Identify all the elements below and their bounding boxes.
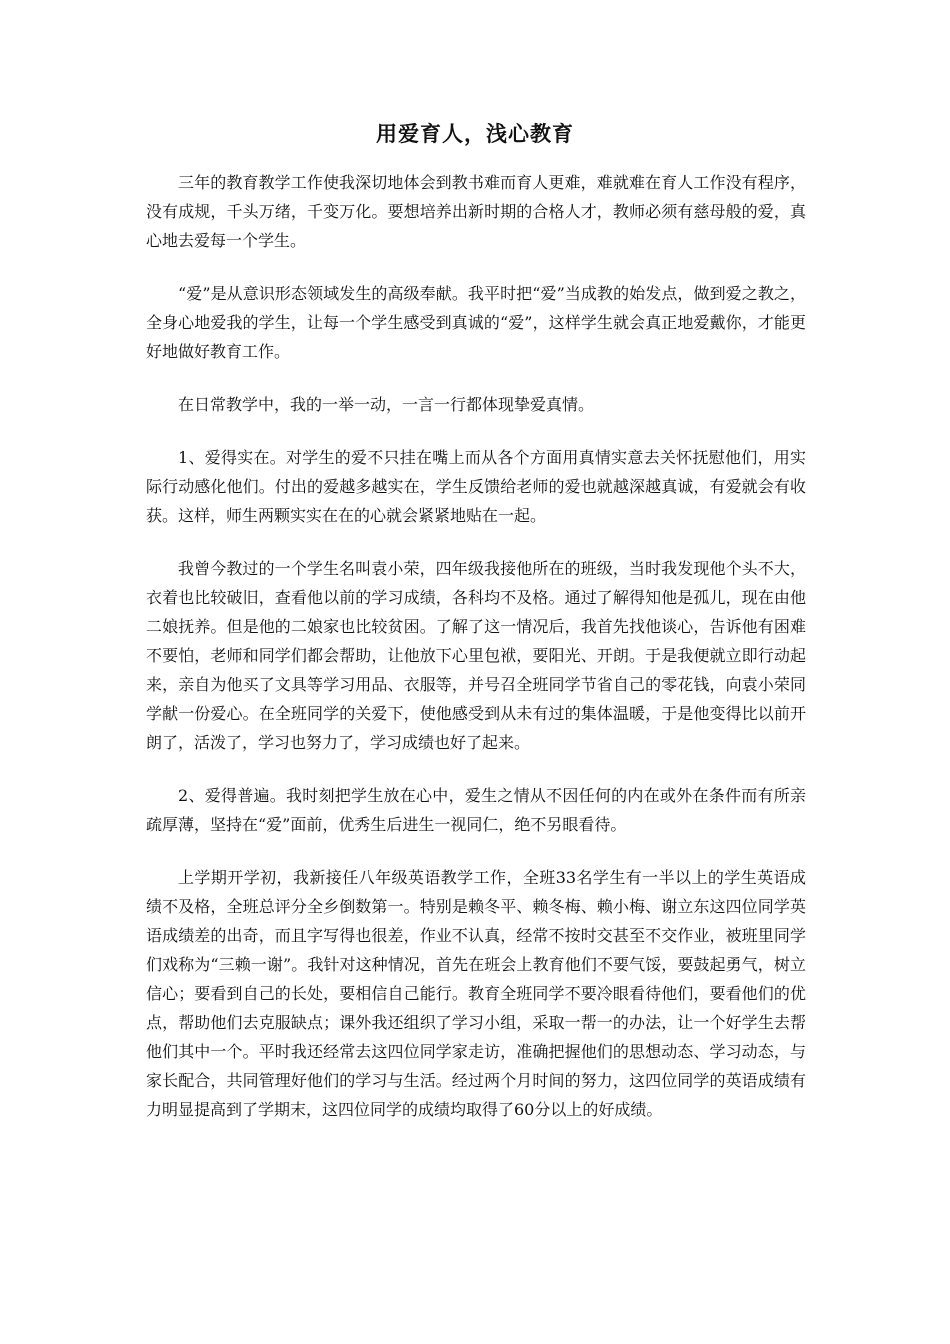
paragraph-point-2: 2、爱得普遍。我时刻把学生放在心中，爱生之情从不因任何的内在或外在条件而有所亲疏厚薄，坚持在“爱”面前，优秀生后进生一视同仁，绝不另眼看待。 xyxy=(146,786,806,834)
page-title: 用爱育人，浅心教育 xyxy=(376,122,574,146)
paragraph-example-2: 上学期开学初，我新接任八年级英语教学工作，全班33名学生有一半以上的学生英语成绩不及格，全班总评分全乡倒数第一。特别是赖冬平、赖冬梅、赖小梅、谢立东这四位同学英语成绩差的出奇，而且字写得也很差，作业不认真，经常不按时交甚至不交作业，被班里同学们戏称为“三赖一谢”。我针对这种情况，首先在班会上教育他们不要气馁，要鼓起勇气，树立信心；要看到自己的长处，要相信自己能行。教育全班同学不要冷眼看待他们，要看他们的优点，帮助他们去克服缺点；课外我还组织了学习小组，采取一帮一的办法，让一个好学生去帮他们其中一个。平时我还经常去这四位同学家走访，准确把握他们的思想动态、学习动态，与家长配合，共同管理好他们的学习与生活。经过两个月时间的努力，这四位同学的英语成绩有力明显提高到了学期末，这四位同学的成绩均取得了60分以上的好成绩。 xyxy=(146,868,806,1119)
paragraph-intro: 三年的教育教学工作使我深切地体会到教书难而育人更难，难就难在育人工作没有程序，没有成规，千头万绪，千变万化。要想培养出新时期的合格人才，教师必须有慈母般的爱，真心地去爱每一个学生。 xyxy=(146,173,806,250)
paragraph-love-definition: “爱”是从意识形态领域发生的高级奉献。我平时把“爱”当成教的始发点，做到爱之教之，全身心地爱我的学生，让每一个学生感受到真诚的“爱”，这样学生就会真正地爱戴你，才能更好地做好教育工作。 xyxy=(146,284,806,361)
document-body xyxy=(146,168,806,1148)
paragraph-example-1: 我曾今教过的一个学生名叫袁小荣，四年级我接他所在的班级，当时我发现他个头不大，衣着也比较破旧，查看他以前的学习成绩，各科均不及格。通过了解得知他是孤儿，现在由他二娘抚养。但是他的二娘家也比较贫困。了解了这一情况后，我首先找他谈心，告诉他有困难不要怕，老师和同学们都会帮助，让他放下心里包袱，要阳光、开朗。于是我便就立即行动起来，亲自为他买了文具等学习用品、衣服等，并号召全班同学节省自己的零花钱，向袁小荣同学献一份爱心。在全班同学的关爱下，使他感受到从未有过的集体温暖，于是他变得比以前开朗了，活泼了，学习也努力了，学习成绩也好了起来。 xyxy=(146,559,806,752)
paragraph-daily-teaching: 在日常教学中，我的一举一动，一言一行都体现挚爱真情。 xyxy=(178,395,595,414)
paragraph-point-1: 1、爱得实在。对学生的爱不只挂在嘴上而从各个方面用真情实意去关怀抚慰他们，用实际行动感化他们。付出的爱越多越实在，学生反馈给老师的爱也就越深越真诚，有爱就会有收获。这样，师生两颗实实在在的心就会紧紧地贴在一起。 xyxy=(146,448,806,525)
